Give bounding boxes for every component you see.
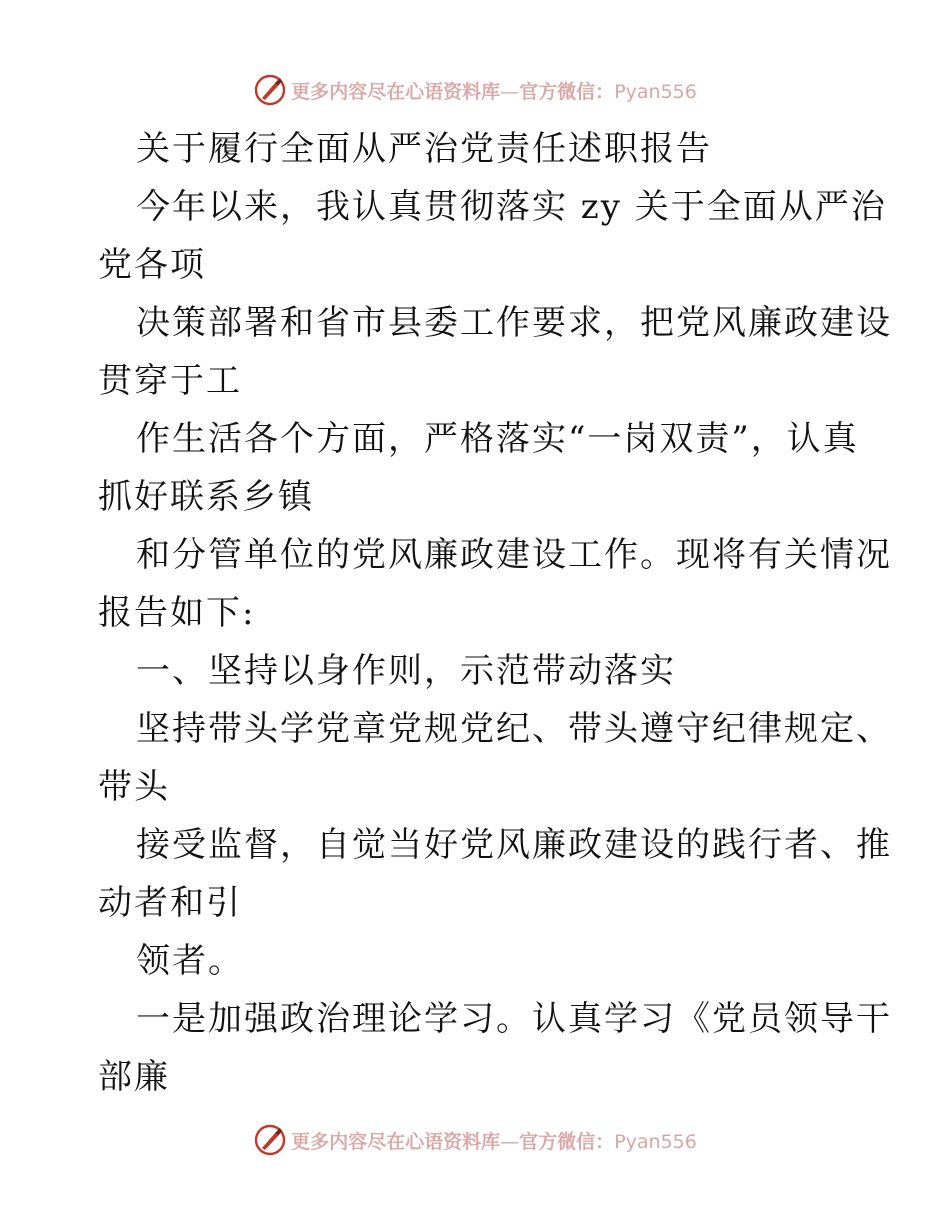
text-line: 贯穿于工 <box>98 361 242 401</box>
banner-main-text: 更多内容尽在心语资料库 <box>291 80 501 103</box>
text-line: 动者和引 <box>98 883 242 923</box>
text-line: 今年以来，我认真贯彻落实 zy 关于全面从严治 <box>136 187 887 227</box>
text-line: 一是加强政治理论学习。认真学习《党员领导干 <box>136 999 892 1039</box>
banner-brand: Pyan556 <box>614 1130 697 1153</box>
header-banner <box>0 70 950 110</box>
footer-banner <box>0 1120 950 1160</box>
quill-pen-icon <box>253 73 287 107</box>
banner-separator: — <box>500 1130 520 1153</box>
text-line: 党各项 <box>98 245 206 285</box>
text-line: 接受监督，自觉当好党风廉政建设的践行者、推 <box>136 825 892 865</box>
banner-brand: Pyan556 <box>614 80 697 103</box>
text-line: 关于履行全面从严治党责任述职报告 <box>136 129 712 169</box>
text-line: 决策部署和省市县委工作要求，把党风廉政建设 <box>136 303 892 343</box>
banner-text <box>291 77 697 104</box>
text-line: 抓好联系乡镇 <box>98 477 314 517</box>
text-line: 和分管单位的党风廉政建设工作。现将有关情况 <box>136 535 892 575</box>
text-line: 报告如下: <box>98 593 256 633</box>
text-line: 带头 <box>98 767 170 807</box>
document-body <box>98 120 892 1106</box>
text-line: 领者。 <box>136 941 244 981</box>
text-line: 作生活各个方面，严格落实“一岗双责”，认真 <box>136 419 859 459</box>
text-line: 一、坚持以身作则，示范带动落实 <box>136 651 676 691</box>
banner-main-text: 更多内容尽在心语资料库 <box>291 1130 501 1153</box>
banner-official-text: 官方微信： <box>519 1130 615 1153</box>
quill-pen-icon <box>253 1123 287 1157</box>
banner-separator: — <box>500 80 520 103</box>
text-line: 坚持带头学党章党规党纪、带头遵守纪律规定、 <box>136 709 892 749</box>
banner-official-text: 官方微信： <box>519 80 615 103</box>
text-line: 部廉 <box>98 1057 170 1097</box>
banner-text <box>291 1127 697 1154</box>
